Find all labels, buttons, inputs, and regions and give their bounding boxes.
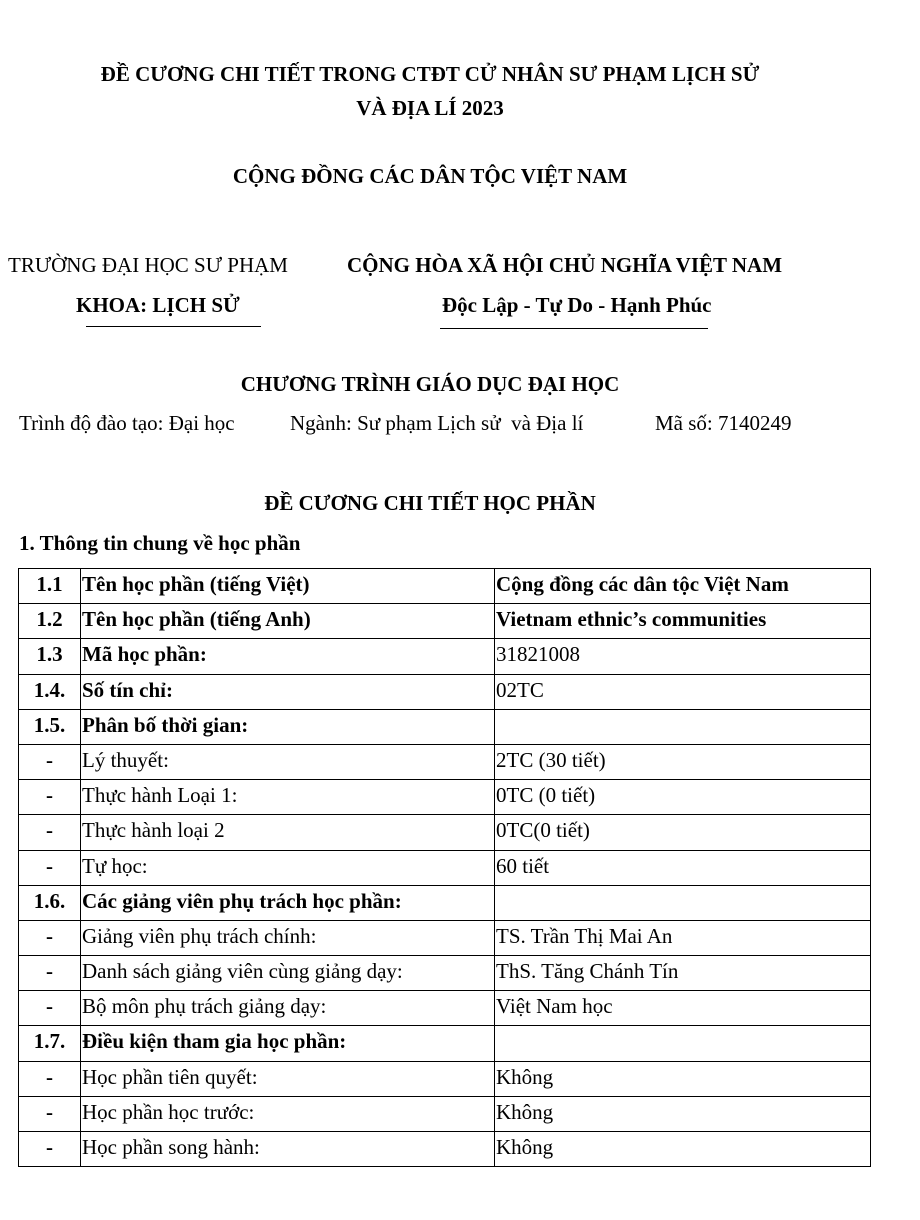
row-number: - — [19, 744, 81, 779]
document-title-line1: ĐỀ CƯƠNG CHI TIẾT TRONG CTĐT CỬ NHÂN SƯ PHẠM LỊCH SỬ — [100, 62, 760, 86]
table-row — [19, 815, 871, 850]
row-label: Danh sách giảng viên cùng giảng dạy: — [81, 956, 495, 991]
row-label: Các giảng viên phụ trách học phần: — [81, 885, 495, 920]
detail-title: ĐỀ CƯƠNG CHI TIẾT HỌC PHẦN — [264, 491, 596, 515]
row-label: Mã học phần: — [81, 639, 495, 674]
row-label: Thực hành Loại 1: — [81, 780, 495, 815]
row-value: 02TC — [495, 674, 871, 709]
row-label: Học phần song hành: — [81, 1132, 495, 1167]
row-value: 2TC (30 tiết) — [495, 744, 871, 779]
motto-underline — [440, 328, 708, 329]
program-title: CHƯƠNG TRÌNH GIÁO DỤC ĐẠI HỌC — [240, 372, 620, 396]
row-label: Điều kiện tham gia học phần: — [81, 1026, 495, 1061]
row-value — [495, 1026, 871, 1061]
table-row — [19, 1096, 871, 1131]
document-title-line2: VÀ ĐỊA LÍ 2023 — [356, 96, 504, 120]
row-value: TS. Trần Thị Mai An — [495, 920, 871, 955]
row-value — [495, 709, 871, 744]
program-code: Mã số: 7140249 — [655, 411, 792, 435]
row-value: ThS. Tăng Chánh Tín — [495, 956, 871, 991]
row-value: 60 tiết — [495, 850, 871, 885]
table-row — [19, 744, 871, 779]
table-row — [19, 1026, 871, 1061]
row-value: Không — [495, 1132, 871, 1167]
row-number: - — [19, 1061, 81, 1096]
row-number: - — [19, 956, 81, 991]
row-number: 1.5. — [19, 709, 81, 744]
row-label: Số tín chỉ: — [81, 674, 495, 709]
row-value: 0TC(0 tiết) — [495, 815, 871, 850]
table-row — [19, 991, 871, 1026]
table-row — [19, 920, 871, 955]
table-row — [19, 569, 871, 604]
row-number: 1.4. — [19, 674, 81, 709]
row-value: Vietnam ethnic’s communities — [495, 604, 871, 639]
row-number: - — [19, 991, 81, 1026]
row-number: - — [19, 1132, 81, 1167]
row-number: 1.3 — [19, 639, 81, 674]
table-row — [19, 850, 871, 885]
row-label: Bộ môn phụ trách giảng dạy: — [81, 991, 495, 1026]
row-number: 1.6. — [19, 885, 81, 920]
major-name: Ngành: Sư phạm Lịch sử và Địa lí — [290, 411, 584, 435]
training-level: Trình độ đào tạo: Đại học — [19, 411, 235, 435]
section-heading: 1. Thông tin chung về học phần — [19, 531, 301, 555]
row-value: Việt Nam học — [495, 991, 871, 1026]
faculty-name: KHOA: LỊCH SỬ — [76, 293, 240, 317]
row-number: 1.1 — [19, 569, 81, 604]
table-row — [19, 639, 871, 674]
table-row — [19, 604, 871, 639]
row-label: Giảng viên phụ trách chính: — [81, 920, 495, 955]
row-label: Phân bố thời gian: — [81, 709, 495, 744]
row-label: Tên học phần (tiếng Việt) — [81, 569, 495, 604]
table-row — [19, 780, 871, 815]
table-row — [19, 709, 871, 744]
row-value: Cộng đồng các dân tộc Việt Nam — [495, 569, 871, 604]
row-label: Học phần tiên quyết: — [81, 1061, 495, 1096]
table-row — [19, 1061, 871, 1096]
row-number: - — [19, 850, 81, 885]
row-value: 31821008 — [495, 639, 871, 674]
table-row — [19, 1132, 871, 1167]
faculty-underline — [86, 326, 261, 327]
row-number: - — [19, 815, 81, 850]
table-row — [19, 674, 871, 709]
row-label: Tên học phần (tiếng Anh) — [81, 604, 495, 639]
row-number: - — [19, 1096, 81, 1131]
republic-heading: CỘNG HÒA XÃ HỘI CHỦ NGHĨA VIỆT NAM — [347, 253, 783, 277]
row-value — [495, 885, 871, 920]
school-name: TRƯỜNG ĐẠI HỌC SƯ PHẠM — [8, 253, 288, 277]
national-motto: Độc Lập - Tự Do - Hạnh Phúc — [442, 293, 712, 317]
row-label: Học phần học trước: — [81, 1096, 495, 1131]
course-info-table — [18, 568, 871, 1167]
row-value: Không — [495, 1096, 871, 1131]
row-number: - — [19, 920, 81, 955]
row-label: Thực hành loại 2 — [81, 815, 495, 850]
table-row — [19, 885, 871, 920]
table-row — [19, 956, 871, 991]
row-number: 1.7. — [19, 1026, 81, 1061]
row-value: Không — [495, 1061, 871, 1096]
row-value: 0TC (0 tiết) — [495, 780, 871, 815]
row-number: 1.2 — [19, 604, 81, 639]
row-label: Lý thuyết: — [81, 744, 495, 779]
row-label: Tự học: — [81, 850, 495, 885]
row-number: - — [19, 780, 81, 815]
course-title: CỘNG ĐỒNG CÁC DÂN TỘC VIỆT NAM — [232, 164, 628, 188]
